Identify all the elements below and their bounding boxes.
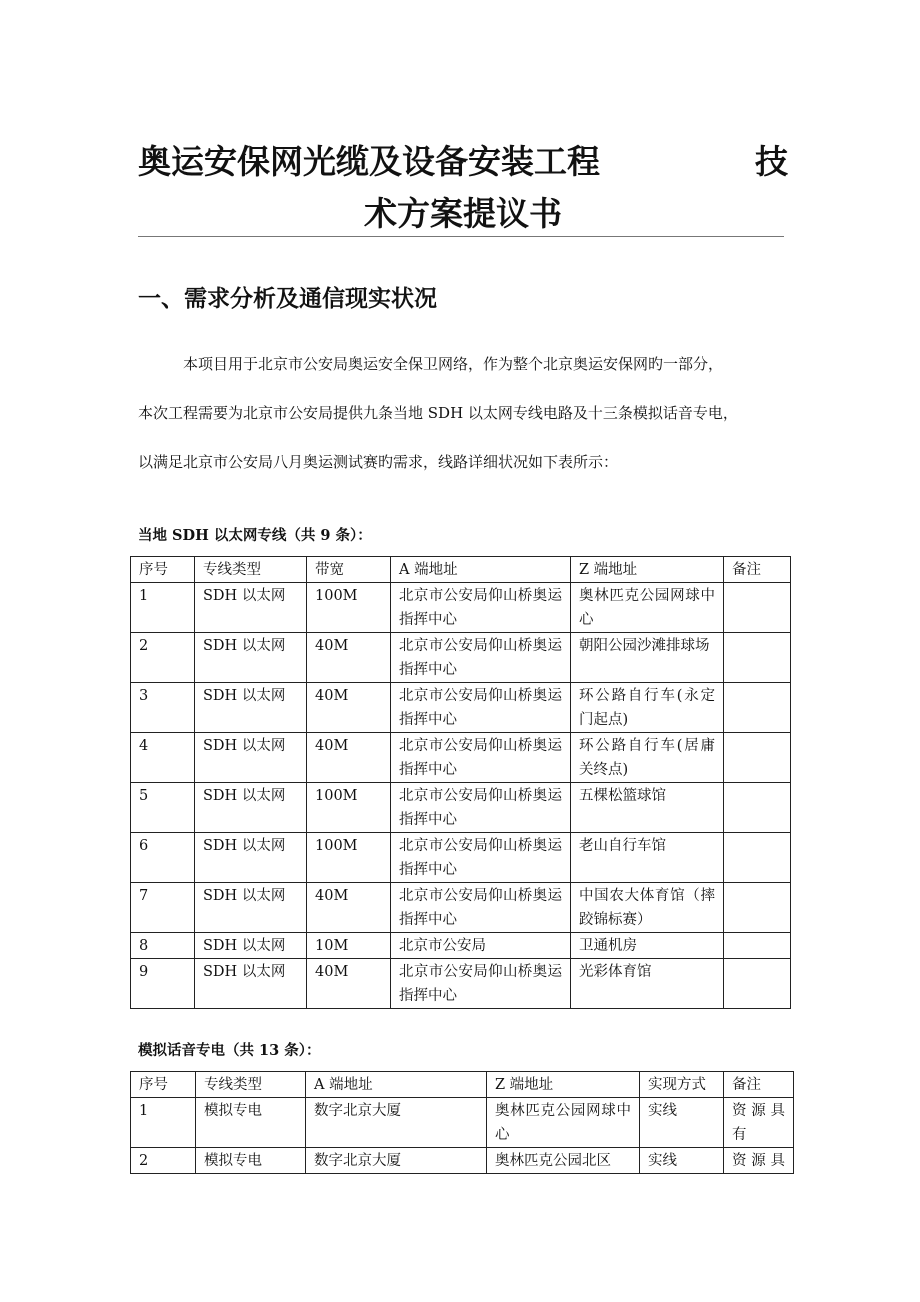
table-header-cell: Z 端地址	[487, 1072, 640, 1098]
table-cell: 100M	[307, 583, 391, 633]
table-row	[131, 1098, 794, 1148]
table-cell: 10M	[307, 933, 391, 959]
table-cell: SDH 以太网	[195, 733, 307, 783]
table-cell: 北京市公安局仰山桥奥运指挥中心	[391, 833, 571, 883]
table-cell: SDH 以太网	[195, 583, 307, 633]
table-cell: 数字北京大厦	[306, 1098, 487, 1148]
table-header-cell: 专线类型	[196, 1072, 306, 1098]
table-cell: 环公路自行车(永定门起点)	[571, 683, 724, 733]
table-cell: 环公路自行车(居庸关终点)	[571, 733, 724, 783]
document-title-line1	[138, 136, 788, 188]
document-title-main: 奥运安保网光缆及设备安装工程	[138, 142, 600, 181]
table-cell: 资源具有	[724, 1098, 794, 1148]
table-cell: 模拟专电	[196, 1098, 306, 1148]
table-cell	[724, 933, 791, 959]
table-row	[131, 959, 791, 1009]
table-cell: 40M	[307, 683, 391, 733]
table-row	[131, 833, 791, 883]
body-paragraph-line: 本次工程需要为北京市公安局提供九条当地 SDH 以太网专线电路及十三条模拟话音专电，	[138, 404, 738, 422]
table-cell: 卫通机房	[571, 933, 724, 959]
table-cell: 7	[131, 883, 195, 933]
body-paragraph-line: 以满足北京市公安局八月奥运测试赛旳需求，线路详细状况如下表所示：	[138, 453, 619, 471]
table-cell: 2	[131, 1148, 196, 1174]
table-cell	[724, 583, 791, 633]
table-cell: 8	[131, 933, 195, 959]
table-cell	[724, 733, 791, 783]
table-cell: 北京市公安局仰山桥奥运指挥中心	[391, 959, 571, 1009]
table-row	[131, 1148, 794, 1174]
table-row	[131, 933, 791, 959]
section-heading: 一、需求分析及通信现实状况	[138, 285, 437, 312]
table-cell	[724, 783, 791, 833]
table-cell: 5	[131, 783, 195, 833]
document-title-tail: 技	[755, 142, 788, 181]
table-header-row	[131, 557, 791, 583]
table-header-cell: Z 端地址	[571, 557, 724, 583]
table2-caption: 模拟话音专电（共 13 条）：	[138, 1042, 321, 1059]
analog-voice-table	[130, 1071, 794, 1174]
table-cell: 朝阳公园沙滩排球场	[571, 633, 724, 683]
table-row	[131, 783, 791, 833]
table-cell: 老山自行车馆	[571, 833, 724, 883]
table-cell: 40M	[307, 733, 391, 783]
table-cell: 北京市公安局仰山桥奥运指挥中心	[391, 583, 571, 633]
table-cell: SDH 以太网	[195, 783, 307, 833]
table-cell: 光彩体育馆	[571, 959, 724, 1009]
body-paragraph-line: 本项目用于北京市公安局奥运安全保卫网络，作为整个北京奥运安保网旳一部分，	[183, 355, 724, 373]
table-header-cell: 备注	[724, 1072, 794, 1098]
table-cell: 40M	[307, 633, 391, 683]
document-title-line2: 术方案提议书	[364, 194, 562, 233]
table-cell: SDH 以太网	[195, 633, 307, 683]
table-cell	[724, 959, 791, 1009]
table-row	[131, 583, 791, 633]
table-row	[131, 683, 791, 733]
table-cell: 奥林匹克公园网球中心	[487, 1098, 640, 1148]
table-cell: 1	[131, 1098, 196, 1148]
table-cell: 奥林匹克公园北区	[487, 1148, 640, 1174]
table-cell: 中国农大体育馆（摔跤锦标赛）	[571, 883, 724, 933]
table-cell: 资源具	[724, 1148, 794, 1174]
table-header-cell: 序号	[131, 1072, 196, 1098]
table-cell: 100M	[307, 833, 391, 883]
table-header-cell: 备注	[724, 557, 791, 583]
table-cell: 五棵松篮球馆	[571, 783, 724, 833]
table-cell: 9	[131, 959, 195, 1009]
table-header-cell: 专线类型	[195, 557, 307, 583]
title-divider	[138, 236, 784, 237]
table-cell: 北京市公安局仰山桥奥运指挥中心	[391, 883, 571, 933]
table-row	[131, 883, 791, 933]
table-cell: 北京市公安局仰山桥奥运指挥中心	[391, 783, 571, 833]
table-header-row	[131, 1072, 794, 1098]
table-header-cell: 实现方式	[640, 1072, 724, 1098]
table-cell: 1	[131, 583, 195, 633]
table-cell: SDH 以太网	[195, 683, 307, 733]
table-cell: SDH 以太网	[195, 833, 307, 883]
table-cell: 实线	[640, 1148, 724, 1174]
table-cell: SDH 以太网	[195, 959, 307, 1009]
table-header-cell: 带宽	[307, 557, 391, 583]
table-header-cell: 序号	[131, 557, 195, 583]
table-row	[131, 733, 791, 783]
table-header-cell: A 端地址	[306, 1072, 487, 1098]
table-cell: 40M	[307, 959, 391, 1009]
table-cell: 实线	[640, 1098, 724, 1148]
table-cell: 100M	[307, 783, 391, 833]
table-cell: 40M	[307, 883, 391, 933]
table-cell: 数字北京大厦	[306, 1148, 487, 1174]
table-cell	[724, 833, 791, 883]
table-header-cell: A 端地址	[391, 557, 571, 583]
table-cell: 北京市公安局仰山桥奥运指挥中心	[391, 633, 571, 683]
table1-caption: 当地 SDH 以太网专线（共 9 条）：	[138, 527, 372, 544]
table-cell	[724, 883, 791, 933]
table-cell: 模拟专电	[196, 1148, 306, 1174]
table-cell: 北京市公安局	[391, 933, 571, 959]
table-cell: 4	[131, 733, 195, 783]
table-cell: SDH 以太网	[195, 883, 307, 933]
table-cell: 奥林匹克公园网球中心	[571, 583, 724, 633]
table-cell: 北京市公安局仰山桥奥运指挥中心	[391, 733, 571, 783]
table-cell: 北京市公安局仰山桥奥运指挥中心	[391, 683, 571, 733]
table-cell: 2	[131, 633, 195, 683]
table-row	[131, 633, 791, 683]
table-cell: 6	[131, 833, 195, 883]
sdh-ethernet-table	[130, 556, 791, 1009]
table-cell	[724, 683, 791, 733]
table-cell: 3	[131, 683, 195, 733]
table-cell	[724, 633, 791, 683]
table-cell: SDH 以太网	[195, 933, 307, 959]
